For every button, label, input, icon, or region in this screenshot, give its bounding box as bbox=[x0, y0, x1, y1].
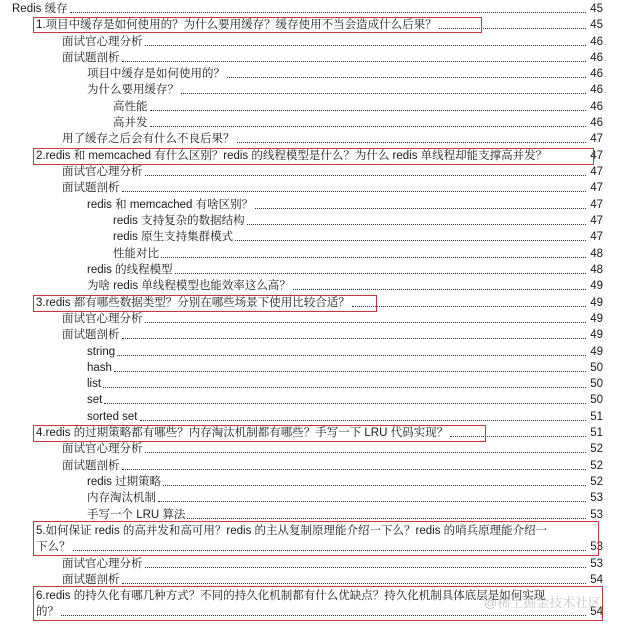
toc-entry[interactable] bbox=[113, 99, 603, 115]
dot-leader bbox=[293, 288, 586, 290]
toc-entry-label: 2.redis 和 memcached 有什么区别？redis 的线程模型是什么？为什么 redis 单线程却能支撑高并发？ bbox=[36, 150, 548, 162]
dot-leader bbox=[122, 190, 587, 192]
page-number: 46 bbox=[590, 36, 603, 48]
dot-leader bbox=[439, 27, 586, 29]
toc-entry-label: 高性能 bbox=[113, 101, 148, 113]
toc-entry-label: 用了缓存之后会有什么不良后果？ bbox=[62, 133, 235, 145]
toc-entry[interactable] bbox=[87, 66, 603, 82]
toc-entry-label: string bbox=[87, 346, 116, 358]
page-number: 50 bbox=[590, 394, 603, 406]
page-number: 46 bbox=[590, 84, 603, 96]
dot-leader bbox=[247, 223, 586, 225]
toc-entry-label: 面试官心理分析 bbox=[62, 36, 143, 48]
toc-entry[interactable] bbox=[87, 490, 603, 506]
toc-entry[interactable] bbox=[62, 180, 603, 196]
toc-entry-label: 手写一个 LRU 算法 bbox=[87, 509, 186, 521]
dot-leader bbox=[122, 582, 587, 584]
page-number: 49 bbox=[590, 297, 603, 309]
page-number: 47 bbox=[590, 133, 603, 145]
dot-leader bbox=[150, 109, 587, 111]
toc-entry[interactable] bbox=[113, 213, 603, 229]
toc-entry[interactable] bbox=[12, 1, 603, 17]
page-number: 51 bbox=[590, 411, 603, 423]
dot-leader bbox=[352, 305, 586, 307]
dot-leader bbox=[122, 337, 587, 339]
dot-leader bbox=[114, 370, 586, 372]
toc-entry[interactable] bbox=[87, 474, 603, 490]
page-number: 50 bbox=[590, 378, 603, 390]
toc-entry-label: 面试官心理分析 bbox=[62, 443, 143, 455]
dot-leader bbox=[122, 60, 587, 62]
toc-entry-label: redis 和 memcached 有啥区别？ bbox=[87, 199, 254, 211]
dot-leader bbox=[140, 419, 587, 421]
toc-entry-label: 为啥 redis 单线程模型也能效率这么高？ bbox=[87, 280, 291, 292]
toc-entry[interactable] bbox=[62, 556, 603, 572]
toc-entry[interactable] bbox=[87, 507, 603, 523]
dot-leader bbox=[70, 11, 586, 13]
toc-entry[interactable] bbox=[87, 197, 603, 213]
toc-entry[interactable] bbox=[62, 34, 603, 50]
toc-entry-label: 为什么要用缓存？ bbox=[87, 84, 179, 96]
toc-entry[interactable] bbox=[87, 344, 603, 360]
toc-entry-label: 面试题剖析 bbox=[62, 182, 120, 194]
toc-entry[interactable] bbox=[62, 458, 603, 474]
page-number: 49 bbox=[590, 329, 603, 341]
toc-entry-label: 面试官心理分析 bbox=[62, 313, 143, 325]
page-number: 47 bbox=[590, 150, 603, 162]
toc-entry[interactable] bbox=[87, 392, 603, 408]
toc-entry[interactable] bbox=[62, 164, 603, 180]
toc-entry[interactable] bbox=[87, 360, 603, 376]
toc-entry[interactable] bbox=[62, 131, 603, 147]
dot-leader bbox=[150, 125, 587, 127]
toc-entry-label: 内存淘汰机制 bbox=[87, 492, 156, 504]
toc-entry-label: 1.项目中缓存是如何使用的？为什么要用缓存？缓存使用不当会造成什么后果？ bbox=[36, 19, 437, 31]
dot-leader bbox=[187, 517, 586, 519]
dot-leader bbox=[145, 566, 587, 568]
toc-entry-label: 面试题剖析 bbox=[62, 52, 120, 64]
toc-entry-label: 面试官心理分析 bbox=[62, 558, 143, 570]
dot-leader bbox=[181, 92, 586, 94]
page-number: 54 bbox=[590, 574, 603, 586]
toc-entry-label: 面试官心理分析 bbox=[62, 166, 143, 178]
dot-leader bbox=[145, 321, 587, 323]
page-number: 47 bbox=[590, 215, 603, 227]
toc-entry-label: 3.redis 都有哪些数据类型？分别在哪些场景下使用比较合适？ bbox=[36, 297, 350, 309]
toc-entry-label: 5.如何保证 redis 的高并发和高可用？redis 的主从复制原理能介绍一下么？redis 的哨兵原理能介绍一 bbox=[36, 525, 548, 537]
page-number: 47 bbox=[590, 166, 603, 178]
toc-section-heading[interactable] bbox=[36, 295, 603, 311]
page-number: 50 bbox=[590, 362, 603, 374]
dot-leader bbox=[163, 484, 586, 486]
toc-entry[interactable] bbox=[87, 262, 603, 278]
dot-leader bbox=[158, 500, 586, 502]
page-number: 46 bbox=[590, 52, 603, 64]
page-number: 47 bbox=[590, 231, 603, 243]
toc-entry[interactable] bbox=[87, 376, 603, 392]
toc-entry[interactable] bbox=[62, 311, 603, 327]
page-number: 52 bbox=[590, 460, 603, 472]
page-number: 49 bbox=[590, 280, 603, 292]
toc-entry-label: 高并发 bbox=[113, 117, 148, 129]
page-number: 47 bbox=[590, 199, 603, 211]
dot-leader bbox=[117, 354, 586, 356]
dot-leader bbox=[103, 386, 586, 388]
toc-entry[interactable] bbox=[62, 572, 603, 588]
toc-entry-label: 性能对比 bbox=[113, 248, 159, 260]
toc-entry-label: 项目中缓存是如何使用的？ bbox=[87, 68, 225, 80]
page-number: 53 bbox=[590, 541, 603, 553]
toc-entry-label: 面试题剖析 bbox=[62, 574, 120, 586]
dot-leader bbox=[104, 402, 586, 404]
toc-entry[interactable] bbox=[36, 539, 603, 555]
page-number: 52 bbox=[590, 443, 603, 455]
toc-entry-label: 面试题剖析 bbox=[62, 460, 120, 472]
dot-leader bbox=[61, 614, 586, 616]
toc-entry-label: redis 的线程模型 bbox=[87, 264, 173, 276]
toc-entry-label: redis 原生支持集群模式 bbox=[113, 231, 234, 243]
toc-entry-label: 下么？ bbox=[36, 541, 71, 553]
toc-entry[interactable] bbox=[113, 229, 603, 245]
toc-section-heading[interactable] bbox=[36, 523, 603, 539]
toc-entry-label: list bbox=[87, 378, 102, 390]
page-number: 49 bbox=[590, 313, 603, 325]
page-number: 48 bbox=[590, 248, 603, 260]
dot-leader bbox=[175, 272, 586, 274]
page-number: 45 bbox=[590, 3, 603, 15]
page-number: 47 bbox=[590, 182, 603, 194]
dot-leader bbox=[73, 549, 587, 551]
page-number: 53 bbox=[590, 492, 603, 504]
toc-entry-label: 的？ bbox=[36, 606, 59, 618]
dot-leader bbox=[145, 44, 587, 46]
toc-entry-label: Redis 缓存 bbox=[12, 3, 68, 15]
page-number: 53 bbox=[590, 509, 603, 521]
dot-leader bbox=[145, 174, 587, 176]
toc-entry[interactable] bbox=[87, 278, 603, 294]
page-number: 46 bbox=[590, 68, 603, 80]
toc-entry[interactable] bbox=[87, 409, 603, 425]
dot-leader bbox=[450, 435, 586, 437]
page-number: 51 bbox=[590, 427, 603, 439]
toc-entry-label: redis 过期策略 bbox=[87, 476, 162, 488]
toc-entry-label: 4.redis 的过期策略都有哪些？内存淘汰机制都有哪些？手写一下 LRU 代码实现？ bbox=[36, 427, 449, 439]
toc-entry-label: sorted set bbox=[87, 411, 138, 423]
toc-entry-label: redis 支持复杂的数据结构 bbox=[113, 215, 245, 227]
toc-entry-label: set bbox=[87, 394, 103, 406]
toc-section-heading[interactable] bbox=[36, 17, 603, 33]
dot-leader bbox=[235, 239, 586, 241]
page-number: 54 bbox=[590, 606, 603, 618]
watermark: @稀土掘金技术社区 bbox=[484, 595, 602, 610]
toc-entry[interactable] bbox=[87, 82, 603, 98]
page-number: 48 bbox=[590, 264, 603, 276]
dot-leader bbox=[122, 468, 587, 470]
toc-entry-label: hash bbox=[87, 362, 112, 374]
page-number: 45 bbox=[590, 19, 603, 31]
toc-section-heading[interactable] bbox=[36, 425, 603, 441]
toc-section-heading[interactable] bbox=[36, 148, 603, 164]
page-number: 52 bbox=[590, 476, 603, 488]
dot-leader bbox=[227, 76, 586, 78]
toc-entry[interactable] bbox=[113, 115, 603, 131]
page-number: 53 bbox=[590, 558, 603, 570]
dot-leader bbox=[255, 207, 586, 209]
toc-entry-label: 面试题剖析 bbox=[62, 329, 120, 341]
dot-leader bbox=[161, 256, 586, 258]
toc-entry[interactable] bbox=[62, 441, 603, 457]
dot-leader bbox=[237, 141, 587, 143]
toc-entry-label: 6.redis 的持久化有哪几种方式？不同的持久化机制都有什么优缺点？持久化机制具体底层是如何实现 bbox=[36, 590, 546, 602]
page-number: 46 bbox=[590, 117, 603, 129]
toc-entry[interactable] bbox=[113, 246, 603, 262]
dot-leader bbox=[145, 451, 587, 453]
toc-entry[interactable] bbox=[62, 50, 603, 66]
toc-entry[interactable] bbox=[62, 327, 603, 343]
page-number: 49 bbox=[590, 346, 603, 358]
page-number: 46 bbox=[590, 101, 603, 113]
